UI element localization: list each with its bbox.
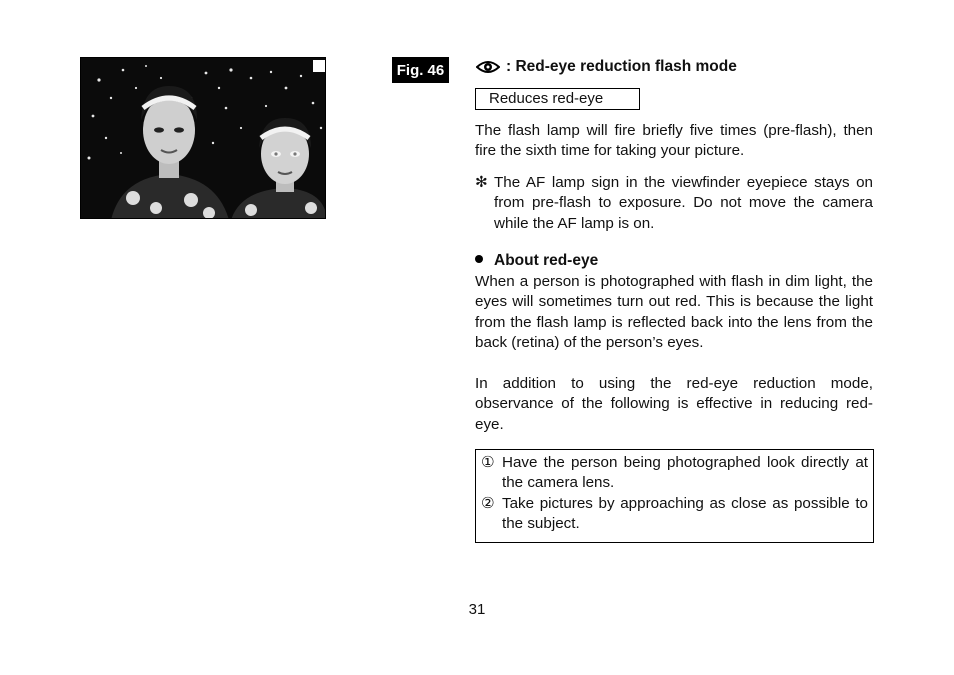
eye-icon bbox=[476, 59, 500, 75]
tip-item bbox=[481, 494, 868, 535]
page-number: 31 bbox=[468, 601, 486, 618]
tip-text: Have the person being photographed look directly at the camera lens. bbox=[502, 454, 868, 492]
about-red-eye-heading bbox=[475, 251, 598, 271]
about-paragraph-2: In addition to using the red-eye reduction mode, observance of the following is effective in reducing red-eye. bbox=[475, 375, 873, 433]
figure-photo bbox=[80, 57, 326, 219]
tip-number: ② bbox=[481, 494, 495, 512]
tip-item bbox=[481, 453, 868, 494]
figure-label: Fig. 46 bbox=[392, 57, 449, 83]
mode-description: The flash lamp will fire briefly five times (pre-flash), then fire the sixth time for taking your picture. bbox=[475, 122, 873, 160]
tip-text: Take pictures by approaching as close as possible to the subject. bbox=[502, 494, 868, 532]
section-heading bbox=[476, 56, 737, 78]
note-text: The AF lamp sign in the viewfinder eyepiece stays on from pre-flash to exposure. Do not move the camera while the AF lamp is on. bbox=[494, 174, 873, 232]
tips-box bbox=[475, 449, 874, 543]
mode-tag: Reduces red-eye bbox=[475, 88, 640, 110]
bullet-icon bbox=[475, 255, 483, 263]
tip-number: ① bbox=[481, 454, 495, 471]
about-heading-text: About red-eye bbox=[494, 252, 599, 269]
red-eye-photo-illustration bbox=[81, 58, 326, 219]
af-lamp-note bbox=[475, 173, 873, 234]
section-title: : Red-eye reduction flash mode bbox=[506, 58, 737, 75]
about-paragraph-1: When a person is photographed with flash in dim light, the eyes will sometimes turn out red. This is because the light from the flash lamp is reflected back into the lens from the back (retina) of the person’s eyes. bbox=[475, 273, 873, 351]
note-mark: ✻ bbox=[475, 174, 488, 191]
